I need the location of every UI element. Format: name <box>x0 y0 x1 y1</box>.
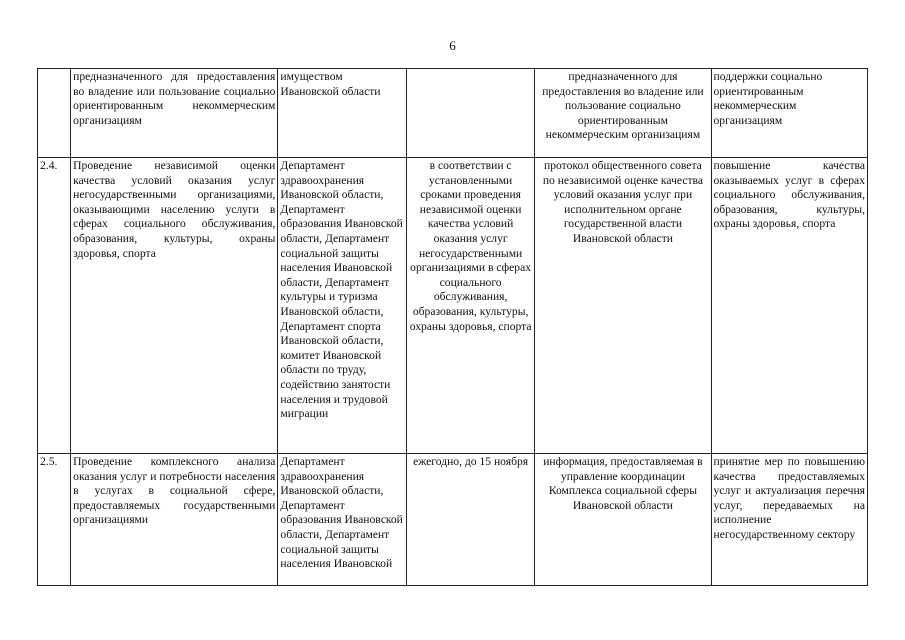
page-number: 6 <box>449 38 456 53</box>
result-cell: протокол общественного совета по независимой оценке качества условий оказания услуг при исполнительном органе государственной власти Ивановской области <box>535 158 711 454</box>
effect-cell: поддержки социально ориентированным некоммерческим организациям <box>711 69 868 158</box>
table-row <box>38 454 868 586</box>
effect-cell: принятие мер по повышению качества предоставляемых услуг и актуализация перечня услуг, передаваемых на исполнение негосударственному сектору <box>711 454 868 586</box>
event-cell: Проведение комплексного анализа оказания услуг и потребности населения в услугах в социальной сфере, предоставляемых государственными организациями <box>71 454 278 586</box>
result-cell: информация, предоставляемая в управление координации Комплекса социальной сферы Ивановской области <box>535 454 711 586</box>
responsible-cell: Департамент здравоохранения Ивановской области, Департамент образования Ивановской области, Департамент социальной защиты населения Ивановской области, Департамент культуры и туризма Ивановской области, Департамент спорта Ивановской области, комитет Ивановской области по труду, содействию занятости населения и трудовой миграции <box>278 158 406 454</box>
event-cell: предназначенного для предоставления во владение или пользование социально ориентированным некоммерческим организациям <box>71 69 278 158</box>
table-row <box>38 69 868 158</box>
responsible-cell: Департамент здравоохранения Ивановской области, Департамент образования Ивановской области, Департамент социальной защиты населения Ивановской <box>278 454 406 586</box>
result-cell: предназначенного для предоставления во владение или пользование социально ориентированным некоммерческим организациям <box>535 69 711 158</box>
row-number: 2.5. <box>38 454 71 586</box>
row-number <box>38 69 71 158</box>
responsible-cell: имуществом Ивановской области <box>278 69 406 158</box>
measures-table <box>37 68 868 586</box>
deadline-cell <box>406 69 534 158</box>
row-number: 2.4. <box>38 158 71 454</box>
deadline-cell: в соответствии с установленными сроками проведения независимой оценки качества условий оказания услуг негосударственными организациями в сферах социального обслуживания, образования, культуры, охраны здоровья, спорта <box>406 158 534 454</box>
deadline-cell: ежегодно, до 15 ноября <box>406 454 534 586</box>
effect-cell: повышение качества оказываемых услуг в сферах социального обслуживания, образования, культуры, охраны здоровья, спорта <box>711 158 868 454</box>
table-row <box>38 158 868 454</box>
event-cell: Проведение независимой оценки качества условий оказания услуг негосударственными организациями, оказывающими населению услуги в сферах социального обслуживания, образования, культуры, охраны здоровья, спорта <box>71 158 278 454</box>
